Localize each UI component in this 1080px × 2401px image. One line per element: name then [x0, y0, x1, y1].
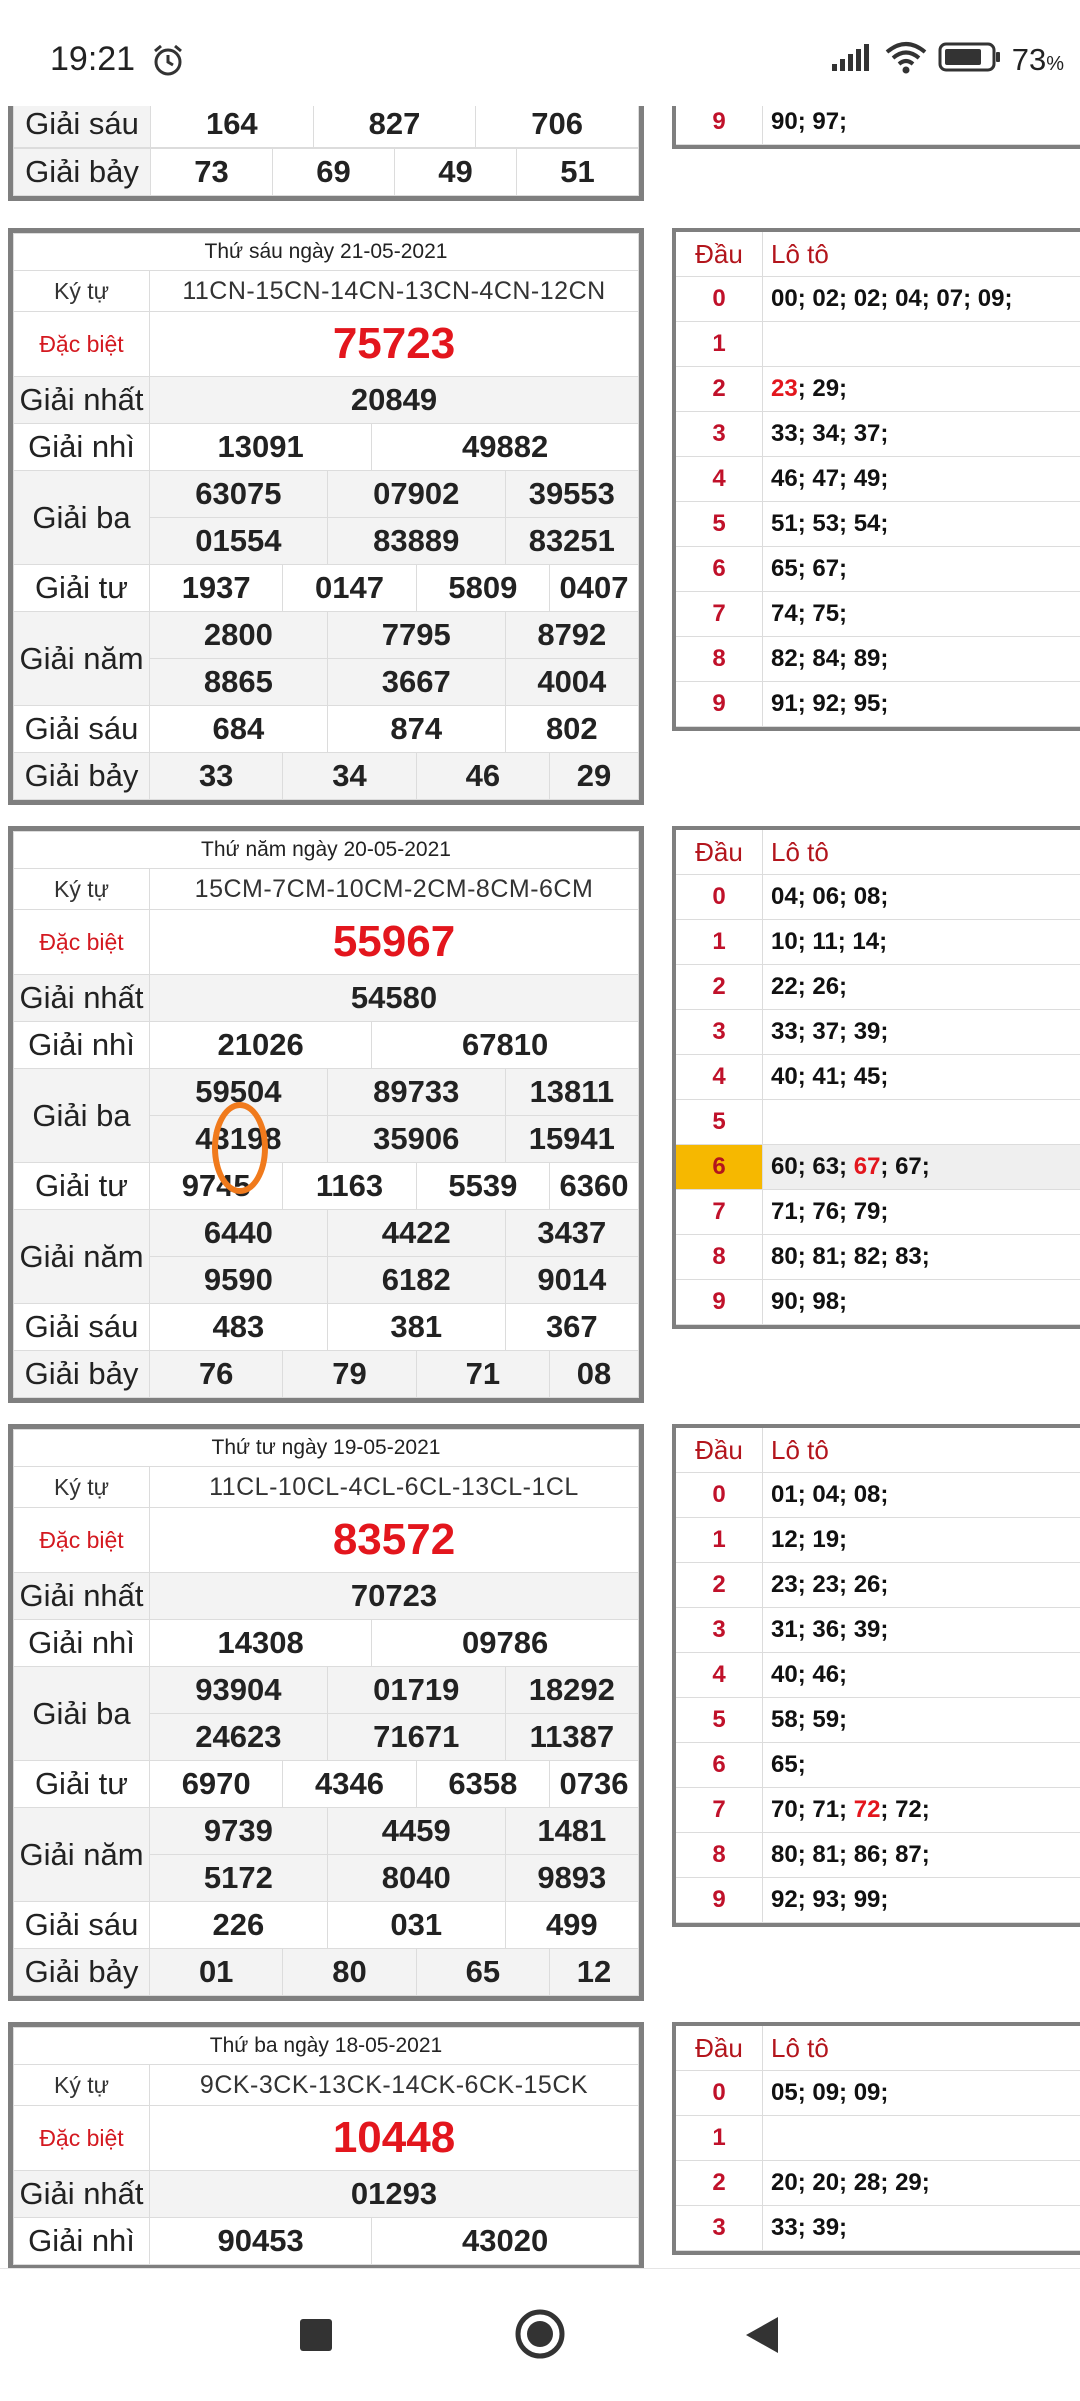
loto-values: 58; 59;: [763, 1698, 1080, 1743]
loto-digit: 0: [676, 2071, 763, 2116]
label-giai-nhi: Giải nhì: [14, 1620, 150, 1667]
loto-head-loto: Lô tô: [763, 2026, 1080, 2071]
loto-row: [676, 1563, 1080, 1608]
loto-row: [676, 502, 1080, 547]
prize-number: 90453: [150, 2218, 372, 2265]
prize-number: 83889: [327, 518, 505, 565]
loto-row: [676, 367, 1080, 412]
recent-apps-button[interactable]: [296, 2315, 336, 2360]
clock-time: 19:21: [50, 40, 135, 79]
prize-number: 1481: [505, 1808, 638, 1855]
label-giai-sau: Giải sáu: [14, 1304, 150, 1351]
prize-number: 827: [313, 106, 476, 148]
label-ky-tu: Ký tự: [14, 2065, 150, 2106]
label-giai-ba: Giải ba: [14, 1667, 150, 1761]
prize-number: 76: [150, 1351, 283, 1398]
ky-tu-value: 11CL-10CL-4CL-6CL-13CL-1CL: [150, 1467, 639, 1508]
prize-number: 01: [150, 1949, 283, 1996]
loto-values: 60; 63; 67; 67;: [763, 1145, 1080, 1190]
prize-number: 21026: [150, 1022, 372, 1069]
label-giai-nhi: Giải nhì: [14, 1022, 150, 1069]
label-giai-sau: Giải sáu: [14, 106, 151, 148]
prize-number: 802: [505, 706, 638, 753]
label-giai-tu: Giải tư: [14, 1761, 150, 1808]
loto-values: 46; 47; 49;: [763, 457, 1080, 502]
loto-row: [676, 682, 1080, 727]
prize-number: 39553: [505, 471, 638, 518]
result-date-title: Thứ tư ngày 19-05-2021: [14, 1430, 639, 1467]
loto-digit: 1: [676, 2116, 763, 2161]
label-giai-nhat: Giải nhất: [14, 2171, 150, 2218]
first-prize: 70723: [150, 1573, 639, 1620]
loto-row: [676, 2071, 1080, 2116]
prize-number: 874: [327, 706, 505, 753]
loto-row: [676, 1280, 1080, 1325]
loto-row: [676, 592, 1080, 637]
prize-number: 6970: [150, 1761, 283, 1808]
prize-number: 0147: [283, 565, 416, 612]
loto-row: [676, 1788, 1080, 1833]
loto-row: [676, 1743, 1080, 1788]
navigation-bar: [0, 2268, 1080, 2401]
label-giai-nhat: Giải nhất: [14, 377, 150, 424]
ky-tu-value: 11CN-15CN-14CN-13CN-4CN-12CN: [150, 271, 639, 312]
loto-digit: 3: [676, 1608, 763, 1653]
loto-row: [676, 2161, 1080, 2206]
loto-row: [676, 1010, 1080, 1055]
loto-row: [676, 1190, 1080, 1235]
prize-number: 6182: [327, 1257, 505, 1304]
prize-number: 71671: [327, 1714, 505, 1761]
prize-number: 80: [283, 1949, 416, 1996]
loto-row: [676, 322, 1080, 367]
prize-number: 12: [550, 1949, 639, 1996]
loto-row: [676, 412, 1080, 457]
label-dac-biet: Đặc biệt: [14, 910, 150, 975]
loto-row: [676, 1653, 1080, 1698]
prize-number: 2800: [150, 612, 328, 659]
prize-number: 13091: [150, 424, 372, 471]
prize-number: 09786: [372, 1620, 639, 1667]
prize-number: 43020: [372, 2218, 639, 2265]
prize-number: 3437: [505, 1210, 638, 1257]
loto-row: [676, 1833, 1080, 1878]
result-date-title: Thứ ba ngày 18-05-2021: [14, 2028, 639, 2065]
loto-row: [676, 1235, 1080, 1280]
loto-digit: 4: [676, 1653, 763, 1698]
ky-tu-value: 9CK-3CK-13CK-14CK-6CK-15CK: [150, 2065, 639, 2106]
prize-number: 0736: [550, 1761, 639, 1808]
label-giai-bay: Giải bảy: [14, 1949, 150, 1996]
loto-values: 91; 92; 95;: [763, 682, 1080, 727]
loto-digit: 3: [676, 412, 763, 457]
loto-digit: 3: [676, 2206, 763, 2251]
prize-number: 46: [416, 753, 549, 800]
loto-values: 23; 29;: [763, 367, 1080, 412]
loto-digit: 5: [676, 502, 763, 547]
first-prize: 20849: [150, 377, 639, 424]
loto-row: [676, 277, 1080, 322]
special-prize: 75723: [150, 312, 639, 377]
loto-digit: 8: [676, 637, 763, 682]
prize-table: [8, 2022, 644, 2268]
prize-number: 164: [151, 106, 314, 148]
prize-number: 5172: [150, 1855, 328, 1902]
prize-number: 483: [150, 1304, 328, 1351]
loto-row: [676, 920, 1080, 965]
prize-number: 15941: [505, 1116, 638, 1163]
home-button[interactable]: [513, 2307, 567, 2366]
prize-number: 01554: [150, 518, 328, 565]
special-prize: 83572: [150, 1508, 639, 1573]
label-ky-tu: Ký tự: [14, 869, 150, 910]
loto-head-dau: Đầu: [676, 830, 763, 875]
loto-digit: 4: [676, 1055, 763, 1100]
loto-table: [672, 1424, 1080, 1927]
loto-digit: 9: [676, 1878, 763, 1923]
loto-values: 00; 02; 02; 04; 07; 09;: [763, 277, 1080, 322]
loto-row: [676, 1100, 1080, 1145]
loto-row: [676, 2206, 1080, 2251]
loto-values: 80; 81; 82; 83;: [763, 1235, 1080, 1280]
loto-head-loto: Lô tô: [763, 1428, 1080, 1473]
loto-values: 33; 37; 39;: [763, 1010, 1080, 1055]
loto-values: 65;: [763, 1743, 1080, 1788]
prize-number: 9893: [505, 1855, 638, 1902]
back-button[interactable]: [740, 2313, 782, 2362]
results-list[interactable]: [0, 106, 1080, 2268]
result-date-title: Thứ năm ngày 20-05-2021: [14, 832, 639, 869]
prize-number: 4346: [283, 1761, 416, 1808]
loto-row: [676, 547, 1080, 592]
label-ky-tu: Ký tự: [14, 1467, 150, 1508]
loto-row: [676, 637, 1080, 682]
prize-number: 381: [327, 1304, 505, 1351]
prize-number: 07902: [327, 471, 505, 518]
loto-values: 65; 67;: [763, 547, 1080, 592]
loto-values: 51; 53; 54;: [763, 502, 1080, 547]
loto-values: 05; 09; 09;: [763, 2071, 1080, 2116]
loto-digit: 1: [676, 322, 763, 367]
prize-number: 8040: [327, 1855, 505, 1902]
loto-values: 33; 34; 37;: [763, 412, 1080, 457]
prize-number: 43198: [150, 1116, 328, 1163]
label-giai-bay: Giải bảy: [14, 753, 150, 800]
prize-number: 684: [150, 706, 328, 753]
prize-number: 6360: [550, 1163, 639, 1210]
loto-digit: 6: [676, 1743, 763, 1788]
prize-number: 8792: [505, 612, 638, 659]
prize-number: 89733: [327, 1069, 505, 1116]
loto-digit: 8: [676, 1235, 763, 1280]
label-giai-tu: Giải tư: [14, 565, 150, 612]
prize-number: 08: [550, 1351, 639, 1398]
special-prize: 10448: [150, 2106, 639, 2171]
loto-values: 74; 75;: [763, 592, 1080, 637]
prize-number: 63075: [150, 471, 328, 518]
prize-number: 34: [283, 753, 416, 800]
loto-digit: 9: [676, 682, 763, 727]
loto-digit: 6: [676, 547, 763, 592]
prize-number: 51: [517, 149, 639, 196]
loto-values: 23; 23; 26;: [763, 1563, 1080, 1608]
loto-values: [763, 1100, 1080, 1145]
prize-number: 24623: [150, 1714, 328, 1761]
label-giai-ba: Giải ba: [14, 1069, 150, 1163]
prize-number: 13811: [505, 1069, 638, 1116]
label-dac-biet: Đặc biệt: [14, 1508, 150, 1573]
label-giai-nhi: Giải nhì: [14, 2218, 150, 2265]
signal-icon: [830, 42, 874, 77]
loto-values: 12; 19;: [763, 1518, 1080, 1563]
loto-table: [672, 2022, 1080, 2255]
alarm-icon: [150, 42, 186, 83]
loto-row: [676, 1698, 1080, 1743]
loto-values: 71; 76; 79;: [763, 1190, 1080, 1235]
prize-number: 3667: [327, 659, 505, 706]
prize-number: 367: [505, 1304, 638, 1351]
prize-number: 35906: [327, 1116, 505, 1163]
loto-digit: 0: [676, 875, 763, 920]
loto-values: 80; 81; 86; 87;: [763, 1833, 1080, 1878]
prize-table: [8, 826, 644, 1403]
label-giai-ba: Giải ba: [14, 471, 150, 565]
prize-number: 01719: [327, 1667, 505, 1714]
loto-row: [676, 2116, 1080, 2161]
prize-number: 71: [416, 1351, 549, 1398]
loto-digit: 7: [676, 1788, 763, 1833]
label-giai-nam: Giải năm: [14, 1210, 150, 1304]
prize-number: 226: [150, 1902, 328, 1949]
loto-head-loto: Lô tô: [763, 232, 1080, 277]
battery-percent: 73%: [1012, 42, 1064, 78]
loto-values: 40; 41; 45;: [763, 1055, 1080, 1100]
prize-number: 9739: [150, 1808, 328, 1855]
loto-values: 31; 36; 39;: [763, 1608, 1080, 1653]
prize-number: 14308: [150, 1620, 372, 1667]
prize-number: 4422: [327, 1210, 505, 1257]
loto-digit: 1: [676, 1518, 763, 1563]
loto-digit: 0: [676, 277, 763, 322]
loto-head-dau: Đầu: [676, 232, 763, 277]
loto-row: [676, 965, 1080, 1010]
label-dac-biet: Đặc biệt: [14, 312, 150, 377]
loto-head-dau: Đầu: [676, 1428, 763, 1473]
loto-digit: 8: [676, 1833, 763, 1878]
loto-values: 20; 20; 28; 29;: [763, 2161, 1080, 2206]
loto-digit: 7: [676, 1190, 763, 1235]
label-giai-nhat: Giải nhất: [14, 975, 150, 1022]
loto-digit: 9: [676, 106, 763, 145]
loto-row: [676, 457, 1080, 502]
prize-table: [8, 228, 644, 805]
prize-number: 9590: [150, 1257, 328, 1304]
loto-digit: 4: [676, 457, 763, 502]
label-giai-tu: Giải tư: [14, 1163, 150, 1210]
label-giai-bay: Giải bảy: [14, 1351, 150, 1398]
loto-digit: 1: [676, 920, 763, 965]
prize-number: 6440: [150, 1210, 328, 1257]
prize-table-partial: [8, 106, 644, 201]
loto-digit: 0: [676, 1473, 763, 1518]
loto-values: 90; 97;: [763, 106, 1080, 145]
battery-icon: [938, 41, 1002, 78]
prize-number: 59504: [150, 1069, 328, 1116]
label-dac-biet: Đặc biệt: [14, 2106, 150, 2171]
label-giai-nhi: Giải nhì: [14, 424, 150, 471]
result-date-title: Thứ sáu ngày 21-05-2021: [14, 234, 639, 271]
loto-row: [676, 1878, 1080, 1923]
loto-row: [676, 875, 1080, 920]
prize-number: 499: [505, 1902, 638, 1949]
ky-tu-value: 15CM-7CM-10CM-2CM-8CM-6CM: [150, 869, 639, 910]
prize-number: 33: [150, 753, 283, 800]
loto-digit: 2: [676, 2161, 763, 2206]
loto-head-dau: Đầu: [676, 2026, 763, 2071]
loto-head-loto: Lô tô: [763, 830, 1080, 875]
loto-table: [672, 228, 1080, 731]
loto-values: 70; 71; 72; 72;: [763, 1788, 1080, 1833]
loto-digit: 3: [676, 1010, 763, 1055]
loto-row: [676, 1055, 1080, 1100]
prize-number: 5809: [416, 565, 549, 612]
loto-values: 01; 04; 08;: [763, 1473, 1080, 1518]
loto-table: [672, 826, 1080, 1329]
prize-number: 49: [395, 149, 517, 196]
loto-values: 04; 06; 08;: [763, 875, 1080, 920]
prize-number: 0407: [550, 565, 639, 612]
wifi-icon: [884, 40, 928, 79]
loto-table-partial: [672, 106, 1080, 149]
first-prize: 54580: [150, 975, 639, 1022]
status-bar: [0, 0, 1080, 106]
prize-number: 031: [327, 1902, 505, 1949]
prize-number: 4004: [505, 659, 638, 706]
prize-number: 18292: [505, 1667, 638, 1714]
prize-number: 5539: [416, 1163, 549, 1210]
loto-digit: 5: [676, 1100, 763, 1145]
prize-number: 79: [283, 1351, 416, 1398]
loto-values: 92; 93; 99;: [763, 1878, 1080, 1923]
loto-values: 82; 84; 89;: [763, 637, 1080, 682]
loto-row: [676, 1473, 1080, 1518]
loto-values: 40; 46;: [763, 1653, 1080, 1698]
loto-row: [676, 1518, 1080, 1563]
loto-values: [763, 2116, 1080, 2161]
prize-number: 65: [416, 1949, 549, 1996]
prize-number: 7795: [327, 612, 505, 659]
loto-row: [676, 1145, 1080, 1190]
prize-number: 93904: [150, 1667, 328, 1714]
prize-number: 706: [476, 106, 639, 148]
prize-number: 8865: [150, 659, 328, 706]
special-prize: 55967: [150, 910, 639, 975]
prize-number: 4459: [327, 1808, 505, 1855]
loto-values: 33; 39;: [763, 2206, 1080, 2251]
prize-number: 83251: [505, 518, 638, 565]
label-giai-sau: Giải sáu: [14, 706, 150, 753]
label-ky-tu: Ký tự: [14, 271, 150, 312]
loto-digit: 2: [676, 367, 763, 412]
prize-table: [8, 1424, 644, 2001]
prize-number: 67810: [372, 1022, 639, 1069]
label-giai-bay: Giải bảy: [14, 149, 151, 196]
loto-digit: 5: [676, 1698, 763, 1743]
prize-number: 9014: [505, 1257, 638, 1304]
loto-digit: 2: [676, 965, 763, 1010]
label-giai-nhat: Giải nhất: [14, 1573, 150, 1620]
prize-number: 73: [151, 149, 273, 196]
label-giai-sau: Giải sáu: [14, 1902, 150, 1949]
first-prize: 01293: [150, 2171, 639, 2218]
loto-digit: 6: [676, 1145, 763, 1190]
loto-digit: 9: [676, 1280, 763, 1325]
loto-values: 10; 11; 14;: [763, 920, 1080, 965]
loto-digit: 2: [676, 1563, 763, 1608]
prize-number: 6358: [416, 1761, 549, 1808]
loto-values: 90; 98;: [763, 1280, 1080, 1325]
prize-number: 49882: [372, 424, 639, 471]
loto-values: [763, 322, 1080, 367]
prize-number: 1937: [150, 565, 283, 612]
prize-number: 1163: [283, 1163, 416, 1210]
prize-number: 9745: [150, 1163, 283, 1210]
loto-digit: 7: [676, 592, 763, 637]
prize-number: 69: [273, 149, 395, 196]
label-giai-nam: Giải năm: [14, 1808, 150, 1902]
prize-number: 11387: [505, 1714, 638, 1761]
loto-values: 22; 26;: [763, 965, 1080, 1010]
loto-row: [676, 1608, 1080, 1653]
prize-number: 29: [550, 753, 639, 800]
label-giai-nam: Giải năm: [14, 612, 150, 706]
